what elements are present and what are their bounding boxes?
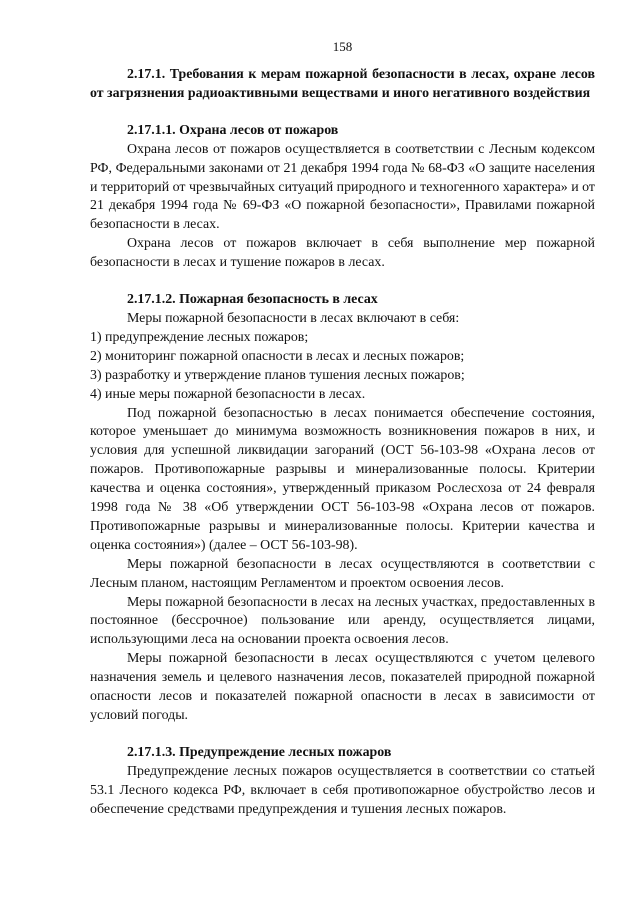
paragraph: Охрана лесов от пожаров осуществляется в соответствии с Лесным кодексом РФ, Федеральными законами от 21 декабря 1994 года № 68-ФЗ «О защите населения и территорий от чрезвычайных ситуаций природного и техногенного характера» и от 21 декабря 1994 года № 69-ФЗ «О пожарной безопасности», Правилами пожарной безопасности в лесах. [90, 141, 595, 233]
paragraph: Предупреждение лесных пожаров осуществляется в соответствии со статьей 53.1 Лесного кодекса РФ, включает в себя противопожарное обустройство лесов и обеспечение средствами предупреждения и тушения лесных пожаров. [90, 763, 595, 817]
page-number: 158 [332, 39, 353, 54]
paragraph: Охрана лесов от пожаров включает в себя выполнение мер пожарной безопасности в лесах и тушение пожаров в лесах. [90, 236, 595, 271]
paragraph: Меры пожарной безопасности в лесах осуществляются с учетом целевого назначения земель и целевого назначения лесов, показателей природной пожарной опасности лесов и показателей пожарной опасности в лесах в зависимости от условий погоды. [90, 651, 595, 723]
paragraph-intro: Меры пожарной безопасности в лесах включают в себя: [127, 310, 460, 326]
paragraph: Меры пожарной безопасности в лесах осуществляются в соответствии с Лесным планом, настоящим Регламентом и проектом освоения лесов. [90, 556, 595, 591]
main-heading: 2.17.1. Требования к мерам пожарной безопасности в лесах, охране лесов от загрязнения радиоактивными веществами и иного негативного воздействия [90, 67, 595, 101]
list-item: 4) иные меры пожарной безопасности в лесах. [90, 386, 366, 402]
paragraph: Под пожарной безопасностью в лесах понимается обеспечение состояния, которое уменьшает до минимума возможность возникновения пожаров в них, и условия для успешной ликвидации загораний (ОСТ 56-103-98 «Охрана лесов от пожаров. Противопожарные разрывы и минерализованные полосы. Критерии качества и оценка состояния», утвержденный приказом Рослесхоза от 24 февраля 1998 года № 38 «Об утверждении ОСТ 56-103-98 «Охрана лесов от пожаров. Противопожарные разрывы и минерализованные полосы. Критерии качества и оценка состояния») (далее – ОСТ 56-103-98). [90, 405, 595, 553]
list-item: 1) предупреждение лесных пожаров; [90, 329, 309, 345]
list-item: 2) мониторинг пожарной опасности в лесах и лесных пожаров; [90, 348, 465, 364]
section-heading-fire-safety: 2.17.1.2. Пожарная безопасность в лесах [127, 292, 378, 308]
section-heading-fire-prevention: 2.17.1.3. Предупреждение лесных пожаров [127, 744, 392, 760]
section-heading-fire-protection: 2.17.1.1. Охрана лесов от пожаров [127, 122, 339, 138]
paragraph: Меры пожарной безопасности в лесах на лесных участках, предоставленных в постоянное (бессрочное) пользование или аренду, осуществляется лицами, использующими леса на основании проекта освоения лесов. [90, 594, 595, 648]
list-item: 3) разработку и утверждение планов тушения лесных пожаров; [90, 367, 465, 383]
measures-list [90, 329, 595, 405]
document-page [90, 38, 595, 820]
